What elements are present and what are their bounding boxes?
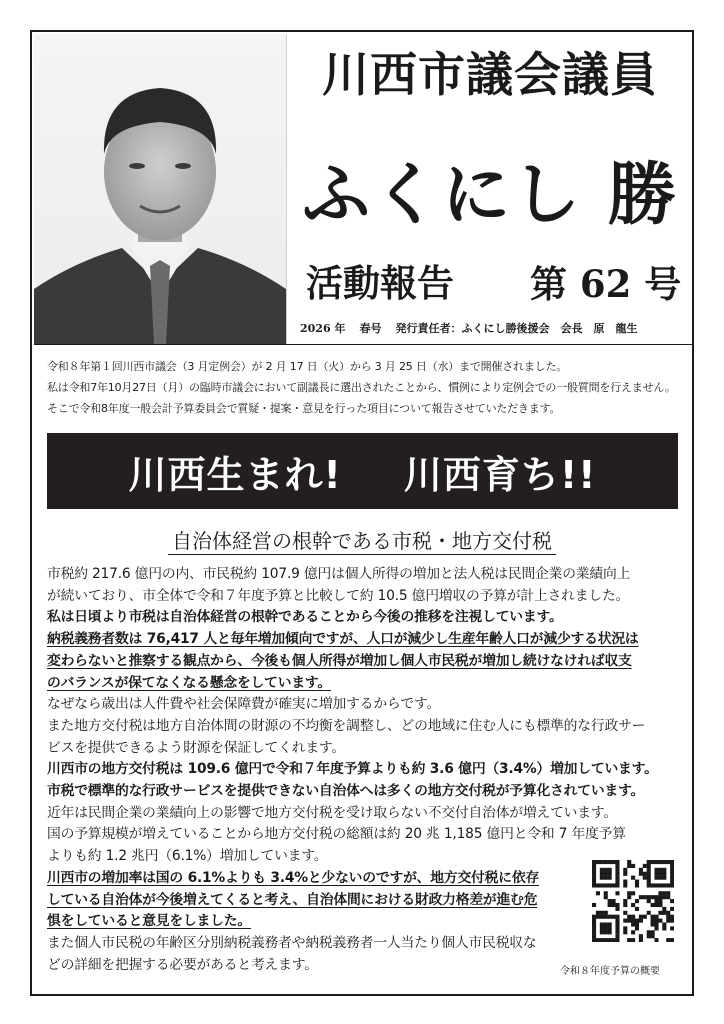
qr-module xyxy=(654,922,658,926)
title-council-member: 川西市議会議員 xyxy=(322,48,658,103)
qr-module xyxy=(670,883,674,887)
title-name: ふくにし 勝 xyxy=(302,156,678,235)
meta-season: 春号 xyxy=(359,322,382,335)
qr-module xyxy=(612,903,616,907)
qr-module xyxy=(604,926,608,930)
qr-module xyxy=(666,938,670,942)
qr-module xyxy=(647,864,651,868)
qr-module xyxy=(647,895,651,899)
qr-module xyxy=(596,938,600,942)
qr-module xyxy=(639,895,643,899)
qr-module xyxy=(615,883,619,887)
qr-module xyxy=(596,860,600,864)
qr-module xyxy=(658,860,662,864)
qr-module xyxy=(592,930,596,934)
body-line: 変わらないと推察する観点から、今後も個人所得が増加し個人市民税が増加し続けなければ収支 xyxy=(47,652,632,669)
intro-line: 令和８年第１回川西市議会（3 月定例会）が 2 月 17 日（火）から 3 月 25 日（水）まで開催されました。 xyxy=(47,360,568,373)
issue-suffix: 号 xyxy=(644,263,682,306)
qr-module xyxy=(627,864,631,868)
qr-module xyxy=(623,868,627,872)
publication-meta xyxy=(300,322,651,336)
body-line: が続いており、市全体で令和７年度予算と比較して約 10.5 億円増収の予算が計上されました。 xyxy=(47,587,630,604)
qr-module xyxy=(600,860,604,864)
qr-module xyxy=(631,938,635,942)
qr-module xyxy=(604,868,608,872)
qr-module xyxy=(658,899,662,903)
qr-module xyxy=(608,938,612,942)
qr-module xyxy=(623,883,627,887)
body-line: 市税で標準的な行政サービスを提供できない自治体へは多くの地方交付税が予算化されています。 xyxy=(47,783,645,800)
qr-module xyxy=(631,891,635,895)
issue-number xyxy=(530,262,681,307)
section-title xyxy=(46,528,678,554)
qr-module xyxy=(627,938,631,942)
qr-module xyxy=(600,926,604,930)
qr-module xyxy=(627,860,631,864)
qr-module xyxy=(615,919,619,923)
body-line: 市税約 217.6 億円の内、市民税約 107.9 億円は個人所得の増加と法人税は民間企業の業績向上 xyxy=(47,566,631,582)
portrait-photo xyxy=(34,34,287,344)
qr-module xyxy=(623,899,627,903)
body-line: のバランスが保てなくなる懸念をしています。 xyxy=(47,674,332,691)
qr-module xyxy=(647,860,651,864)
qr-module xyxy=(623,926,627,930)
body-line: 川西市の地方交付税は 109.6 億円で令和７年度予算よりも約 3.6 億円（3.4%）増加しています。 xyxy=(47,761,658,778)
body-line: している自治体が今後増えてくると考え、自治体間における財政力格差が進む危 xyxy=(47,891,538,908)
qr-module xyxy=(623,872,627,876)
qr-module xyxy=(623,919,627,923)
qr-module xyxy=(654,899,658,903)
qr-module xyxy=(654,876,658,880)
qr-module xyxy=(651,903,655,907)
qr-module xyxy=(627,915,631,919)
intro-text xyxy=(47,356,687,419)
qr-module xyxy=(592,915,596,919)
qr-module xyxy=(600,915,604,919)
qr-module xyxy=(651,895,655,899)
qr-module xyxy=(647,930,651,934)
qr-module xyxy=(635,883,639,887)
qr-module xyxy=(612,938,616,942)
qr-module xyxy=(639,872,643,876)
qr-module xyxy=(662,876,666,880)
qr-module xyxy=(631,864,635,868)
qr-module xyxy=(643,915,647,919)
qr-module xyxy=(662,872,666,876)
qr-module xyxy=(643,895,647,899)
qr-module xyxy=(654,895,658,899)
qr-module xyxy=(604,872,608,876)
qr-module xyxy=(670,860,674,864)
slogan-left: 川西生まれ! xyxy=(128,452,342,497)
qr-module xyxy=(639,868,643,872)
qr-module xyxy=(592,872,596,876)
qr-module xyxy=(647,868,651,872)
qr-module xyxy=(623,930,627,934)
qr-module xyxy=(647,883,651,887)
qr-module xyxy=(592,868,596,872)
qr-module xyxy=(592,926,596,930)
qr-module xyxy=(666,895,670,899)
qr-module xyxy=(592,876,596,880)
qr-module xyxy=(631,922,635,926)
qr-module xyxy=(670,876,674,880)
qr-module xyxy=(647,911,651,915)
qr-module xyxy=(612,899,616,903)
qr-module xyxy=(635,922,639,926)
qr-module xyxy=(604,860,608,864)
qr-module xyxy=(608,922,612,926)
qr-module xyxy=(654,915,658,919)
qr-module xyxy=(592,938,596,942)
qr-module xyxy=(658,895,662,899)
qr-module xyxy=(604,915,608,919)
qr-module xyxy=(631,930,635,934)
qr-module xyxy=(666,883,670,887)
qr-module xyxy=(615,922,619,926)
qr-module xyxy=(592,919,596,923)
qr-module xyxy=(651,883,655,887)
qr-module xyxy=(651,930,655,934)
qr-module xyxy=(592,934,596,938)
qr-module xyxy=(654,903,658,907)
qr-module xyxy=(662,860,666,864)
qr-module xyxy=(670,864,674,868)
body-line: よりも約 1.2 兆円（6.1%）増加しています。 xyxy=(47,848,328,865)
qr-module xyxy=(608,899,612,903)
article-body xyxy=(47,564,687,976)
qr-module xyxy=(592,860,596,864)
qr-module xyxy=(635,907,639,911)
qr-module xyxy=(600,876,604,880)
qr-module xyxy=(662,895,666,899)
qr-module xyxy=(639,915,643,919)
qr-module xyxy=(631,915,635,919)
meta-publisher: 発行責任者：ふくにし勝後援会 会長 原 龍生 xyxy=(395,322,638,335)
qr-module xyxy=(658,876,662,880)
qr-module xyxy=(662,907,666,911)
qr-module xyxy=(662,883,666,887)
qr-module xyxy=(592,922,596,926)
qr-module xyxy=(627,895,631,899)
qr-module xyxy=(670,872,674,876)
qr-module xyxy=(670,938,674,942)
qr-module xyxy=(651,860,655,864)
qr-module xyxy=(670,926,674,930)
qr-module xyxy=(639,919,643,923)
qr-module xyxy=(608,915,612,919)
qr-module xyxy=(670,907,674,911)
portrait-illustration xyxy=(34,34,286,344)
qr-module xyxy=(615,926,619,930)
qr-module xyxy=(600,872,604,876)
qr-module xyxy=(623,880,627,884)
issue-prefix: 第 xyxy=(530,263,567,306)
qr-module xyxy=(658,911,662,915)
qr-module xyxy=(651,919,655,923)
qr-module xyxy=(627,891,631,895)
qr-module xyxy=(600,930,604,934)
qr-module xyxy=(639,934,643,938)
qr-module xyxy=(604,895,608,899)
qr-module xyxy=(612,860,616,864)
qr-module xyxy=(631,903,635,907)
report-label: 活動報告 xyxy=(306,262,454,305)
qr-module xyxy=(658,872,662,876)
qr-module xyxy=(662,868,666,872)
qr-code[interactable] xyxy=(592,860,674,942)
qr-module xyxy=(596,883,600,887)
qr-module xyxy=(596,915,600,919)
qr-module xyxy=(654,883,658,887)
qr-module xyxy=(647,876,651,880)
qr-module xyxy=(666,891,670,895)
qr-module xyxy=(608,883,612,887)
body-line: 納税義務者数は 76,417 人と毎年増加傾向ですが、人口が減少し生産年齢人口が減少する状況は xyxy=(47,631,639,648)
qr-module xyxy=(635,899,639,903)
qr-module xyxy=(643,876,647,880)
qr-module xyxy=(651,915,655,919)
qr-module xyxy=(627,919,631,923)
qr-module xyxy=(670,919,674,923)
qr-module xyxy=(670,915,674,919)
body-line: また個人市民税の年齢区分別納税義務者や納税義務者一人当たり個人市民税収な xyxy=(47,934,537,951)
body-line: 近年は民間企業の業績向上の影響で地方交付税を受け取らない不交付自治体が増えています。 xyxy=(47,804,617,821)
qr-module xyxy=(608,876,612,880)
qr-module xyxy=(635,880,639,884)
qr-module xyxy=(612,883,616,887)
qr-module xyxy=(615,880,619,884)
qr-caption: 令和８年度予算の概要 xyxy=(560,966,660,977)
qr-module xyxy=(615,915,619,919)
qr-module xyxy=(608,930,612,934)
intro-line: 私は令和7年10月27日（月）の臨時市議会において副議長に選出されたことから、慣例により定例会での一般質問を行えません。 xyxy=(47,381,676,394)
qr-module xyxy=(600,868,604,872)
qr-module xyxy=(600,922,604,926)
qr-module xyxy=(600,938,604,942)
qr-module xyxy=(666,860,670,864)
qr-module xyxy=(654,938,658,942)
qr-module xyxy=(658,903,662,907)
qr-module xyxy=(662,891,666,895)
qr-module xyxy=(635,919,639,923)
body-line: ビスを提供できるよう財源を保証してくれます。 xyxy=(47,739,346,756)
meta-year: 2026 年 xyxy=(300,322,346,335)
qr-module xyxy=(615,860,619,864)
qr-module xyxy=(623,903,627,907)
qr-module xyxy=(647,880,651,884)
qr-module xyxy=(666,919,670,923)
qr-module xyxy=(647,899,651,903)
qr-module xyxy=(623,911,627,915)
qr-module xyxy=(654,868,658,872)
issue-value: 62 xyxy=(579,262,632,306)
qr-module xyxy=(651,934,655,938)
body-line: 惧をしていると意見をしました。 xyxy=(47,913,251,930)
qr-module xyxy=(615,872,619,876)
qr-module xyxy=(600,883,604,887)
qr-module xyxy=(596,911,600,915)
qr-module xyxy=(639,938,643,942)
qr-module xyxy=(615,868,619,872)
qr-module xyxy=(608,926,612,930)
body-line: 国の予算規模が増えていることから地方交付税の総額は約 20 兆 1,185 億円と令和 7 年度予算 xyxy=(47,826,626,843)
qr-module xyxy=(592,880,596,884)
qr-module xyxy=(608,868,612,872)
qr-module xyxy=(654,872,658,876)
qr-module xyxy=(604,938,608,942)
qr-module xyxy=(643,864,647,868)
qr-module xyxy=(600,911,604,915)
qr-module xyxy=(596,891,600,895)
qr-module xyxy=(615,938,619,942)
body-line: 川西市の増加率は国の 6.1%よりも 3.4%と少ないのですが、地方交付税に依存 xyxy=(47,869,540,886)
qr-module xyxy=(658,891,662,895)
qr-module xyxy=(604,883,608,887)
header-divider xyxy=(34,344,692,345)
qr-module xyxy=(604,911,608,915)
qr-module xyxy=(608,903,612,907)
qr-module xyxy=(658,919,662,923)
qr-module xyxy=(662,926,666,930)
qr-module xyxy=(662,911,666,915)
qr-module xyxy=(670,899,674,903)
qr-module xyxy=(666,911,670,915)
qr-module xyxy=(631,919,635,923)
qr-module xyxy=(615,930,619,934)
qr-module xyxy=(612,915,616,919)
qr-module xyxy=(608,872,612,876)
qr-module xyxy=(647,934,651,938)
qr-module xyxy=(615,907,619,911)
qr-module xyxy=(615,934,619,938)
qr-module xyxy=(643,872,647,876)
qr-module xyxy=(615,864,619,868)
qr-module xyxy=(631,876,635,880)
qr-module xyxy=(608,860,612,864)
qr-module xyxy=(658,868,662,872)
qr-module xyxy=(670,868,674,872)
qr-module xyxy=(651,922,655,926)
body-line: また地方交付税は地方自治体間の財源の不均衡を調整し、どの地域に住む人にも標準的な行政サー xyxy=(47,717,646,734)
qr-module xyxy=(654,919,658,923)
qr-module xyxy=(615,876,619,880)
slogan-right: 川西育ち!! xyxy=(403,452,597,497)
qr-module xyxy=(654,860,658,864)
qr-code-icon xyxy=(592,860,674,942)
body-line: なぜなら歳出は人件費や社会保障費が確実に増加するからです。 xyxy=(47,696,441,713)
qr-module xyxy=(666,915,670,919)
qr-module xyxy=(658,883,662,887)
qr-module xyxy=(604,891,608,895)
qr-module xyxy=(592,903,596,907)
qr-module xyxy=(604,930,608,934)
qr-module xyxy=(615,891,619,895)
body-line: どの詳細を把握する必要があると考えます。 xyxy=(47,956,318,973)
qr-module xyxy=(654,926,658,930)
qr-module xyxy=(604,922,608,926)
qr-module xyxy=(647,872,651,876)
slogan-banner xyxy=(47,433,678,509)
qr-module xyxy=(670,880,674,884)
qr-module xyxy=(592,883,596,887)
intro-line: そこで令和8年度一般会計予算委員会で質疑・提案・意見を行った項目について報告させていただきます。 xyxy=(47,402,561,415)
qr-module xyxy=(662,922,666,926)
qr-module xyxy=(615,903,619,907)
section-title-text: 自治体経営の根幹である市税・地方交付税 xyxy=(168,529,556,555)
qr-module xyxy=(635,926,639,930)
qr-module xyxy=(604,876,608,880)
body-line: 私は日頃より市税は自治体経営の根幹であることから今後の推移を注視しています。 xyxy=(47,609,563,626)
qr-module xyxy=(592,864,596,868)
